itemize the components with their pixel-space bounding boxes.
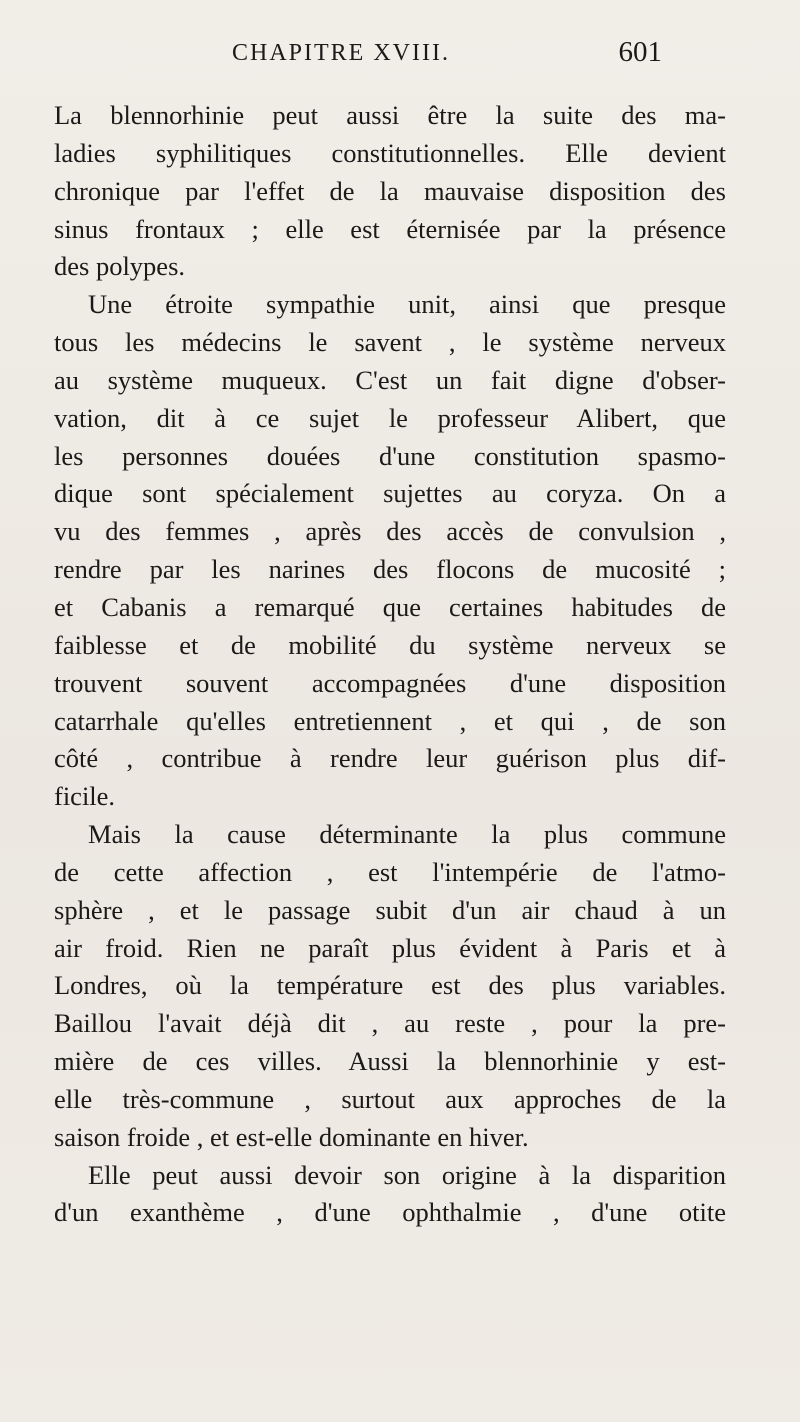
chapter-title: CHAPITRE XVIII.	[232, 40, 450, 66]
page-number: 601	[618, 36, 662, 68]
text-line: saison froide , et est-elle dominante en hiver.	[54, 1121, 529, 1152]
text-line: dique sont spécialement sujettes au coryza. On a	[54, 478, 726, 509]
text-line: air froid. Rien ne paraît plus évident à Paris et à	[54, 932, 726, 963]
text-line: trouvent souvent accompagnées d'une disposition	[54, 667, 726, 698]
text-line: rendre par les narines des flocons de mucosité ;	[54, 554, 726, 585]
text-line: elle très-commune , surtout aux approches de la	[54, 1083, 726, 1114]
body-text	[54, 97, 726, 1232]
text-line: sinus frontaux ; elle est éternisée par la présence	[54, 213, 726, 244]
text-line: au système muqueux. C'est un fait digne d'obser-	[54, 364, 726, 395]
text-line: de cette affection , est l'intempérie de l'atmo-	[54, 856, 726, 887]
text-line: et Cabanis a remarqué que certaines habitudes de	[54, 591, 726, 622]
running-head	[232, 36, 662, 80]
text-line: d'un exanthème , d'une ophthalmie , d'une otite	[54, 1197, 726, 1228]
text-line: catarrhale qu'elles entretiennent , et qui , de son	[54, 705, 726, 736]
text-line: les personnes douées d'une constitution spasmo-	[54, 440, 726, 471]
text-line: mière de ces villes. Aussi la blennorhinie y est-	[54, 1046, 726, 1077]
text-line: des polypes.	[54, 251, 186, 282]
text-line: sphère , et le passage subit d'un air chaud à un	[54, 894, 726, 925]
text-line: faiblesse et de mobilité du système nerveux se	[54, 629, 726, 660]
text-line: ladies syphilitiques constitutionnelles. Elle devient	[54, 137, 726, 168]
text-line: tous les médecins le savent , le système nerveux	[54, 327, 726, 358]
text-line: ficile.	[54, 781, 116, 812]
text-line: vation, dit à ce sujet le professeur Alibert, que	[54, 402, 726, 433]
text-line: Mais la cause déterminante la plus commune	[88, 819, 726, 850]
text-line: Une étroite sympathie unit, ainsi que presque	[88, 289, 726, 320]
text-line: chronique par l'effet de la mauvaise disposition des	[54, 175, 726, 206]
text-line: Londres, où la température est des plus variables.	[54, 970, 726, 1001]
text-line: côté , contribue à rendre leur guérison plus dif-	[54, 743, 726, 774]
text-line: Elle peut aussi devoir son origine à la disparition	[88, 1159, 726, 1190]
text-line: La blennorhinie peut aussi être la suite des ma-	[54, 100, 726, 130]
text-line: vu des femmes , après des accès de convulsion ,	[54, 516, 726, 547]
text-line: Baillou l'avait déjà dit , au reste , pour la pre-	[54, 1008, 726, 1039]
